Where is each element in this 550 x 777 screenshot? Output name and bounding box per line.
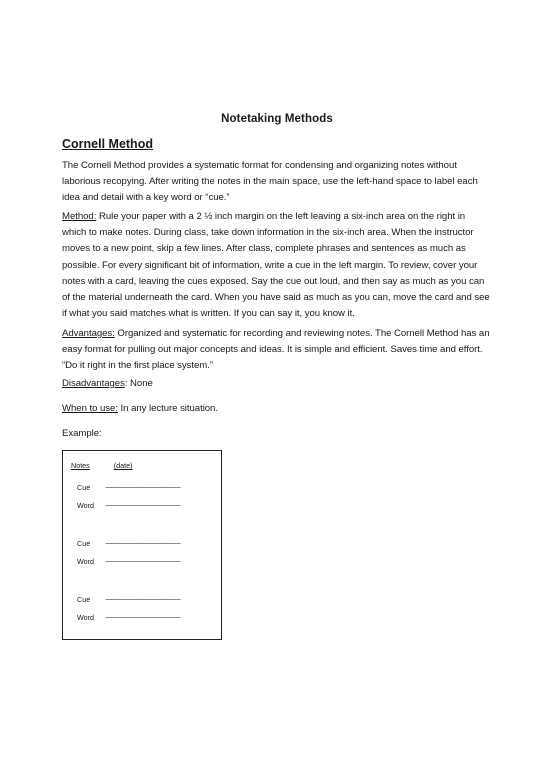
example-header	[71, 461, 133, 470]
section-heading: Cornell Method	[62, 137, 153, 151]
document-title: Notetaking Methods	[221, 113, 333, 125]
advantages-label: Advantages:	[62, 328, 115, 339]
example-label: Example:	[62, 428, 102, 439]
note-line: ~~~~~~~~~~~~~~~~~~~~~~~~~	[105, 557, 180, 566]
example-row	[77, 557, 180, 566]
method-label: Method:	[62, 211, 97, 222]
note-line: ~~~~~~~~~~~~~~~~~~~~~~~~~	[105, 483, 180, 492]
date-label: (date)	[113, 461, 133, 470]
advantages-text: Organized and systematic for recording and reviewing notes. The Cornell Method has an easy format for pulling out major concepts and ideas. It is simple and efficient. Saves time and effort. “Do it right in the first place system.”	[62, 328, 490, 372]
example-row	[77, 539, 180, 548]
cue-label: Word	[77, 501, 95, 510]
example-row	[77, 613, 180, 622]
disadvantages-paragraph	[62, 376, 490, 392]
method-paragraph	[62, 209, 490, 322]
cue-label: Word	[77, 613, 95, 622]
when-to-use-label: When to use:	[62, 403, 118, 414]
example-row	[77, 483, 180, 492]
note-line: ~~~~~~~~~~~~~~~~~~~~~~~~~	[105, 613, 180, 622]
example-row	[77, 501, 180, 510]
cue-label: Cue	[77, 595, 91, 604]
example-notes-box	[62, 450, 222, 640]
method-text: Rule your paper with a 2 ½ inch margin on the left leaving a six-inch area on the right in which to make notes. During class, take down information in the six-inch area. When the instructor moves to a new point, skip a few lines. After class, complete phrases and sentences as much as possible. For every significant bit of information, write a cue in the left margin. To review, cover your notes with a card, leaving the cues exposed. Say the cue out loud, and then say as much as you can of the material underneath the card. When you have said as much as you can, move the card and see if what you said matches what is written. If you can say it, you know it.	[62, 211, 490, 320]
advantages-paragraph	[62, 326, 490, 375]
cue-label: Word	[77, 557, 95, 566]
when-to-use-paragraph	[62, 401, 490, 417]
notes-label: Notes	[71, 461, 90, 470]
note-line: ~~~~~~~~~~~~~~~~~~~~~~~~~	[105, 595, 180, 604]
note-line: ~~~~~~~~~~~~~~~~~~~~~~~~~	[105, 501, 180, 510]
disadvantages-text: : None	[124, 378, 153, 389]
disadvantages-label: Disadvantages	[62, 378, 125, 389]
when-to-use-text: In any lecture situation.	[117, 403, 218, 414]
cue-label: Cue	[77, 539, 91, 548]
example-row	[77, 595, 180, 604]
intro-paragraph: The Cornell Method provides a systematic format for condensing and organizing notes without laborious recopying. After writing the notes in the main space, use the left-hand space to label each idea and detail with a key word or “cue.”	[62, 160, 478, 204]
cue-label: Cue	[77, 483, 91, 492]
note-line: ~~~~~~~~~~~~~~~~~~~~~~~~~	[105, 539, 180, 548]
